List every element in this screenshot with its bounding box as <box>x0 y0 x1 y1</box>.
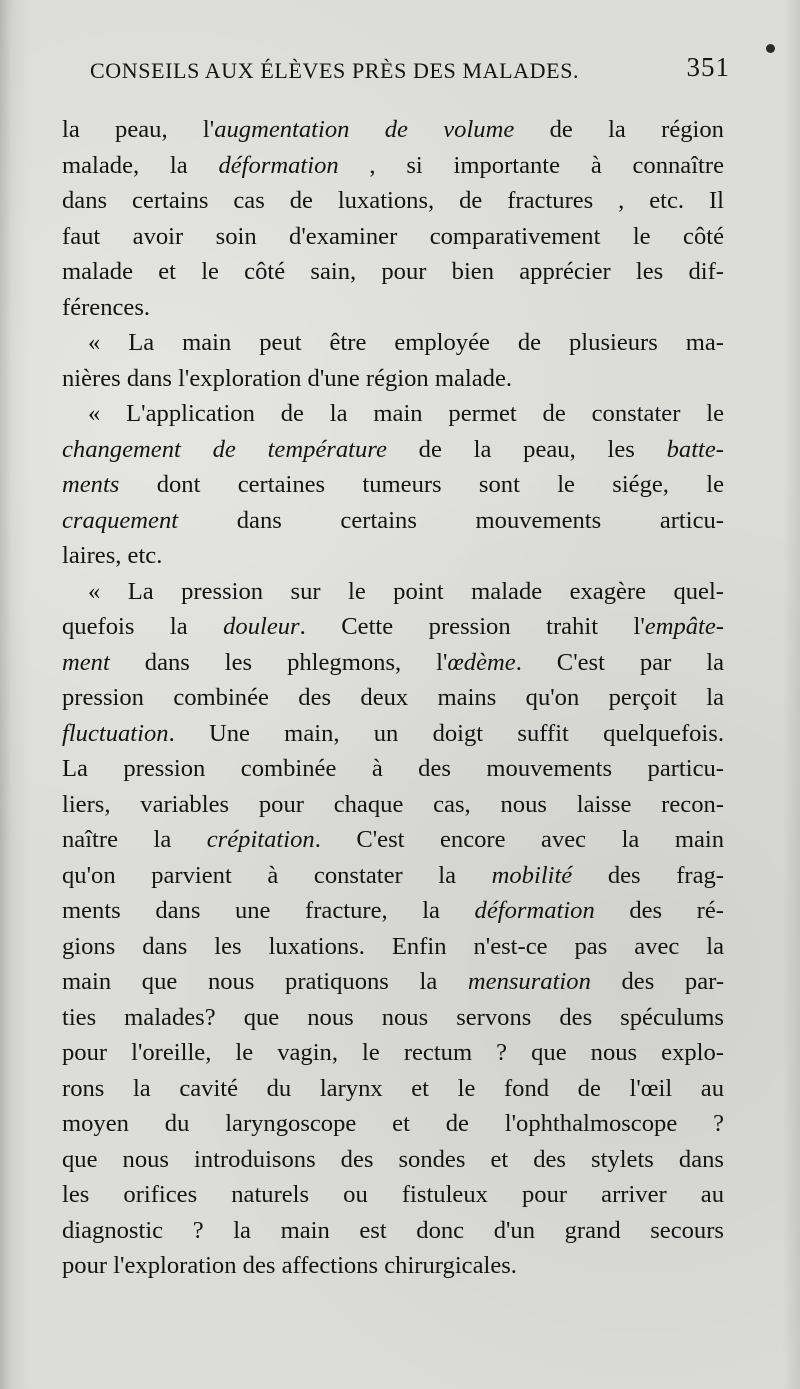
text-line <box>62 1177 724 1213</box>
text-run: des ré- <box>594 897 724 924</box>
text-line <box>62 1213 724 1249</box>
text-line <box>62 396 724 432</box>
italic-term: mensuration <box>467 968 591 995</box>
text-run: des frag- <box>572 861 724 889</box>
text-run: de la peau, les <box>386 435 667 463</box>
text-run: dans les phlegmons, l' <box>109 648 448 676</box>
page-header <box>90 48 730 88</box>
text-line <box>62 361 724 397</box>
text-run: pression combinée des deux mains qu'on perçoit la <box>62 684 724 711</box>
text-run: laires, etc. <box>62 542 163 569</box>
text-line <box>62 183 724 219</box>
text-line <box>62 325 724 361</box>
italic-term: déformation <box>474 897 595 924</box>
text-line <box>62 751 724 787</box>
text-line <box>62 858 724 894</box>
text-run: dans certains cas de luxations, de fractures , etc. Il <box>62 187 724 214</box>
italic-term: douleur <box>223 613 300 640</box>
text-line <box>62 1106 724 1142</box>
text-run: . C'est encore avec la main <box>314 826 725 853</box>
text-run: ments dans une fracture, la <box>62 897 475 924</box>
text-line <box>62 680 724 716</box>
text-run: « La main peut être employée de plusieurs ma- <box>88 329 724 356</box>
text-run: pour l'oreille, le vagin, le rectum ? que nous explo- <box>62 1039 724 1066</box>
text-run: malade et le côté sain, pour bien apprécier les dif- <box>62 258 724 285</box>
text-run: des par- <box>590 968 725 995</box>
italic-term: œdème <box>447 648 516 676</box>
italic-term: ments <box>62 471 120 498</box>
text-line <box>62 1142 724 1178</box>
italic-term: crépitation <box>206 826 315 853</box>
italic-term: ment <box>62 648 110 676</box>
text-run: dans certains mouvements articu- <box>178 506 724 534</box>
text-line <box>62 964 724 1000</box>
italic-term: batte- <box>666 435 724 463</box>
text-run: ties malades? que nous nous servons des spéculums <box>62 1003 724 1031</box>
text-run: qu'on parvient à constater la <box>62 861 492 889</box>
ink-spot <box>766 44 775 53</box>
text-run: La pression combinée à des mouvements particu- <box>62 755 724 782</box>
running-head: CONSEILS AUX ÉLÈVES PRÈS DES MALADES. <box>90 58 580 83</box>
text-run: nières dans l'exploration d'une région malade. <box>62 364 513 392</box>
text-run: la peau, l' <box>62 116 215 143</box>
text-run: , si importante à connaître <box>338 151 724 179</box>
text-line <box>62 787 724 823</box>
text-run: malade, la <box>62 151 219 179</box>
text-run: dont certaines tumeurs sont le siége, le <box>119 471 724 498</box>
italic-term: augmentation de volume <box>214 116 515 143</box>
text-run: moyen du laryngoscope et de l'ophthalmoscope ? <box>62 1110 724 1137</box>
text-line <box>62 538 724 574</box>
text-run: férences. <box>62 293 151 321</box>
text-run: main que nous pratiquons la <box>62 968 468 995</box>
text-run: diagnostic ? la main est donc d'un grand secours <box>62 1216 724 1244</box>
text-run: . Une main, un doigt suffit quelquefois. <box>168 719 724 747</box>
text-run: rons la cavité du larynx et le fond de l'œil au <box>62 1074 724 1102</box>
italic-term: déformation <box>218 151 339 179</box>
text-line <box>62 609 724 645</box>
text-run: les orifices naturels ou fistuleux pour arriver au <box>62 1181 724 1208</box>
text-run: liers, variables pour chaque cas, nous laisse recon- <box>62 790 724 818</box>
text-line <box>62 1035 724 1071</box>
body-text <box>62 112 724 1284</box>
text-run: naître la <box>62 826 207 853</box>
text-run: de la région <box>514 116 724 143</box>
text-line <box>62 467 724 503</box>
text-line <box>62 254 724 290</box>
italic-term: changement de température <box>62 435 387 463</box>
text-line <box>62 112 724 148</box>
text-line <box>62 1071 724 1107</box>
text-run: « L'application de la main permet de constater le <box>88 400 724 427</box>
page-number: 351 <box>686 52 730 82</box>
text-line <box>62 1248 724 1284</box>
text-line <box>62 716 724 752</box>
text-run: . C'est par la <box>515 648 725 676</box>
text-line <box>62 1000 724 1036</box>
text-run: . Cette pression trahit l' <box>299 613 645 640</box>
italic-term: empâte- <box>644 613 724 640</box>
text-run: « La pression sur le point malade exagère quel- <box>88 577 724 605</box>
text-run: quefois la <box>62 613 224 640</box>
text-line <box>62 290 724 326</box>
italic-term: fluctuation <box>62 719 169 747</box>
italic-term: mobilité <box>491 861 573 889</box>
text-line <box>62 645 724 681</box>
italic-term: craquement <box>62 506 179 534</box>
text-line <box>62 148 724 184</box>
text-run: gions dans les luxations. Enfin n'est-ce pas avec la <box>62 932 724 960</box>
text-line <box>62 893 724 929</box>
text-line <box>62 432 724 468</box>
text-line <box>62 574 724 610</box>
text-line <box>62 219 724 255</box>
text-line <box>62 929 724 965</box>
text-line <box>62 503 724 539</box>
text-run: que nous introduisons des sondes et des stylets dans <box>62 1145 724 1173</box>
text-run: pour l'exploration des affections chirurgicales. <box>62 1252 517 1279</box>
text-run: faut avoir soin d'examiner comparativement le côté <box>62 222 724 250</box>
text-line <box>62 822 724 858</box>
